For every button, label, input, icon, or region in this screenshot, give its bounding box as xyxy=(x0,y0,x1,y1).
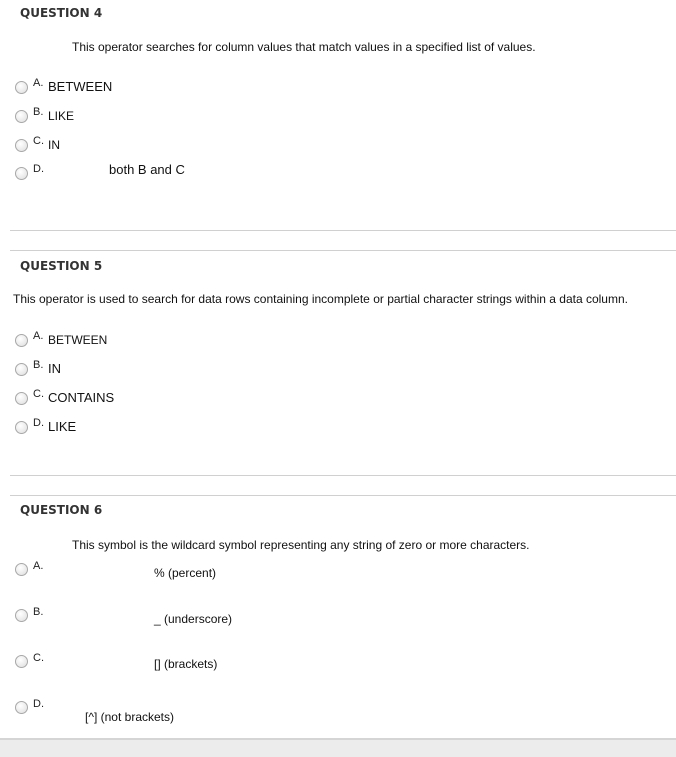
q4-option-b-radio[interactable] xyxy=(15,110,28,123)
q5-option-d-text: LIKE xyxy=(48,419,77,434)
q5-option-a-letter: A. xyxy=(33,330,44,342)
divider xyxy=(10,475,676,476)
q4-option-b-letter: B. xyxy=(33,106,44,118)
q6-option-c-letter: C. xyxy=(33,652,44,664)
q6-option-d-radio[interactable] xyxy=(15,701,28,714)
q5-option-c-text: CONTAINS xyxy=(48,390,115,405)
q5-option-b-radio[interactable] xyxy=(15,363,28,376)
q4-option-c-text: IN xyxy=(48,138,60,152)
q5-option-a-radio[interactable] xyxy=(15,334,28,347)
q6-option-c-radio[interactable] xyxy=(15,655,28,668)
question-5-title: QUESTION 5 xyxy=(20,259,103,273)
q6-option-c-text: [] (brackets) xyxy=(154,657,218,671)
q6-option-a-letter: A. xyxy=(33,560,44,572)
q4-option-d-text: both B and C xyxy=(109,162,185,177)
question-6-prompt: This symbol is the wildcard symbol representing any string of zero or more characters. xyxy=(72,538,530,552)
question-4-prompt: This operator searches for column values that match values in a specified list of values. xyxy=(72,40,536,54)
q6-option-b-radio[interactable] xyxy=(15,609,28,622)
q6-option-d-text: [^] (not brackets) xyxy=(85,710,174,724)
q4-option-d-radio[interactable] xyxy=(15,167,28,180)
q4-option-a-radio[interactable] xyxy=(15,81,28,94)
q6-option-a-radio[interactable] xyxy=(15,563,28,576)
q5-option-c-letter: C. xyxy=(33,388,44,400)
q5-option-c-radio[interactable] xyxy=(15,392,28,405)
q4-option-b-text: LIKE xyxy=(48,109,75,123)
q4-option-a-letter: A. xyxy=(33,77,44,89)
q5-option-b-text: IN xyxy=(48,361,61,376)
divider xyxy=(10,495,676,496)
q6-option-b-text: _ (underscore) xyxy=(154,612,233,626)
q4-option-c-radio[interactable] xyxy=(15,139,28,152)
question-5-prompt: This operator is used to search for data rows containing incomplete or partial character strings within a data column. xyxy=(13,292,628,306)
q5-option-b-letter: B. xyxy=(33,359,44,371)
question-6-title: QUESTION 6 xyxy=(20,503,103,517)
q6-option-d-letter: D. xyxy=(33,698,44,710)
q6-option-a-text: % (percent) xyxy=(154,566,217,580)
divider xyxy=(10,250,676,251)
q4-option-c-letter: C. xyxy=(33,135,44,147)
footer-bar xyxy=(0,738,676,757)
q5-option-d-radio[interactable] xyxy=(15,421,28,434)
question-4-title: QUESTION 4 xyxy=(20,6,103,20)
q6-option-b-letter: B. xyxy=(33,606,44,618)
divider xyxy=(10,230,676,231)
q4-option-d-letter: D. xyxy=(33,163,44,175)
q5-option-d-letter: D. xyxy=(33,417,44,429)
q5-option-a-text: BETWEEN xyxy=(48,333,108,347)
q4-option-a-text: BETWEEN xyxy=(48,79,113,94)
